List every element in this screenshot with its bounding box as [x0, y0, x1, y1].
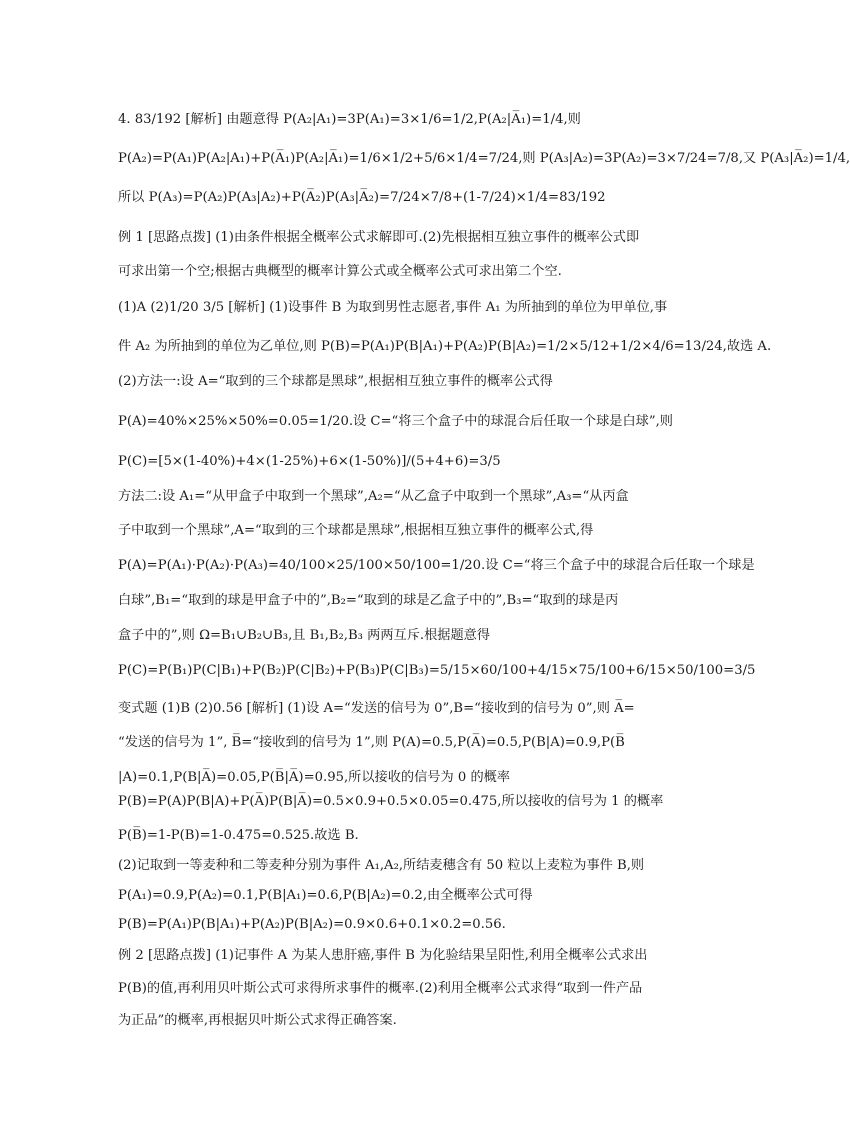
text-line: P(B)=P(A)P(B|A)+P(A̅)P(B|A̅)=0.5×0.9+0.5×0.05=0.475,所以接收的信号为 1 的概率: [118, 794, 664, 809]
text-line: 白球”,B₁=“取到的球是甲盒子中的”,B₂=“取到的球是乙盒子中的”,B₃=“取到的球是丙: [118, 593, 619, 608]
text-line: 例 1 [思路点拨] (1)由条件根据全概率公式求解即可.(2)先根据相互独立事件的概率公式即: [118, 230, 640, 245]
text-line: P(A)=40%×25%×50%=0.05=1/20.设 C=“将三个盒子中的球混合后任取一个球是白球”,则: [118, 414, 673, 429]
text-line: 方法二:设 A₁=“从甲盒子中取到一个黑球”,A₂=“从乙盒子中取到一个黑球”,A₃=“从丙盒: [118, 489, 629, 504]
text-line: 子中取到一个黑球”,A=“取到的三个球都是黑球”,根据相互独立事件的概率公式,得: [118, 523, 594, 538]
text-line: 4. 83/192 [解析] 由题意得 P(A₂|A₁)=3P(A₁)=3×1/6=1/2,P(A₂|A̅₁)=1/4,则: [118, 112, 581, 127]
text-line: “发送的信号为 1”, B̅=“接收到的信号为 1”,则 P(A)=0.5,P(A̅)=0.5,P(B|A)=0.9,P(B̅: [118, 735, 625, 750]
text-line: 为正品”的概率,再根据贝叶斯公式求得正确答案.: [118, 1013, 397, 1028]
text-line: P(B)=P(A₁)P(B|A₁)+P(A₂)P(B|A₂)=0.9×0.6+0.1×0.2=0.56.: [118, 917, 506, 932]
text-line: 盒子中的”,则 Ω=B₁∪B₂∪B₃,且 B₁,B₂,B₃ 两两互斥.根据题意得: [118, 628, 491, 643]
text-line: P(B)的值,再利用贝叶斯公式可求得所求事件的概率.(2)利用全概率公式求得“取到一件产品: [118, 981, 643, 996]
text-line: 可求出第一个空;根据古典概型的概率计算公式或全概率公式可求出第二个空.: [118, 264, 562, 279]
text-line: 变式题 (1)B (2)0.56 [解析] (1)设 A=“发送的信号为 0”,B=“接收到的信号为 0”,则 A̅=: [118, 701, 635, 716]
text-line: (2)记取到一等麦种和二等麦种分别为事件 A₁,A₂,所结麦穗含有 50 粒以上麦粒为事件 B,则: [118, 858, 645, 873]
text-line: P(A)=P(A₁)·P(A₂)·P(A₃)=40/100×25/100×50/100=1/20.设 C=“将三个盒子中的球混合后任取一个球是: [118, 558, 755, 573]
text-line: (2)方法一:设 A=“取到的三个球都是黑球”,根据相互独立事件的概率公式得: [118, 374, 553, 389]
text-line: P(B̅)=1-P(B)=1-0.475=0.525.故选 B.: [118, 828, 359, 843]
text-line: (1)A (2)1/20 3/5 [解析] (1)设事件 B 为取到男性志愿者,事件 A₁ 为所抽到的单位为甲单位,事: [118, 300, 668, 315]
text-line: |A)=0.1,P(B|A̅)=0.05,P(B̅|A̅)=0.95,所以接收的信号为 0 的概率: [118, 770, 511, 785]
text-line: P(A₁)=0.9,P(A₂)=0.1,P(B|A₁)=0.6,P(B|A₂)=0.2,由全概率公式可得: [118, 888, 533, 903]
text-line: 所以 P(A₃)=P(A₂)P(A₃|A₂)+P(A̅₂)P(A₃|A̅₂)=7/24×7/8+(1-7/24)×1/4=83/192: [118, 190, 606, 205]
text-line: 例 2 [思路点拨] (1)记事件 A 为某人患肝癌,事件 B 为化验结果呈阳性,利用全概率公式求出: [118, 948, 648, 963]
text-line: 件 A₂ 为所抽到的单位为乙单位,则 P(B)=P(A₁)P(B|A₁)+P(A₂)P(B|A₂)=1/2×5/12+1/2×4/6=13/24,故选 A.: [118, 339, 772, 354]
text-line: P(C)=P(B₁)P(C|B₁)+P(B₂)P(C|B₂)+P(B₃)P(C|B₃)=5/15×60/100+4/15×75/100+6/15×50/100=3/5: [118, 663, 756, 678]
text-line: P(A₂)=P(A₁)P(A₂|A₁)+P(A̅₁)P(A₂|A̅₁)=1/6×1/2+5/6×1/4=7/24,则 P(A₃|A₂)=3P(A₂)=3×7/24=7/8,又 P(A₃|A̅₂)=1/4,: [118, 151, 850, 166]
text-line: P(C)=[5×(1-40%)+4×(1-25%)+6×(1-50%)]/(5+4+6)=3/5: [118, 454, 501, 469]
